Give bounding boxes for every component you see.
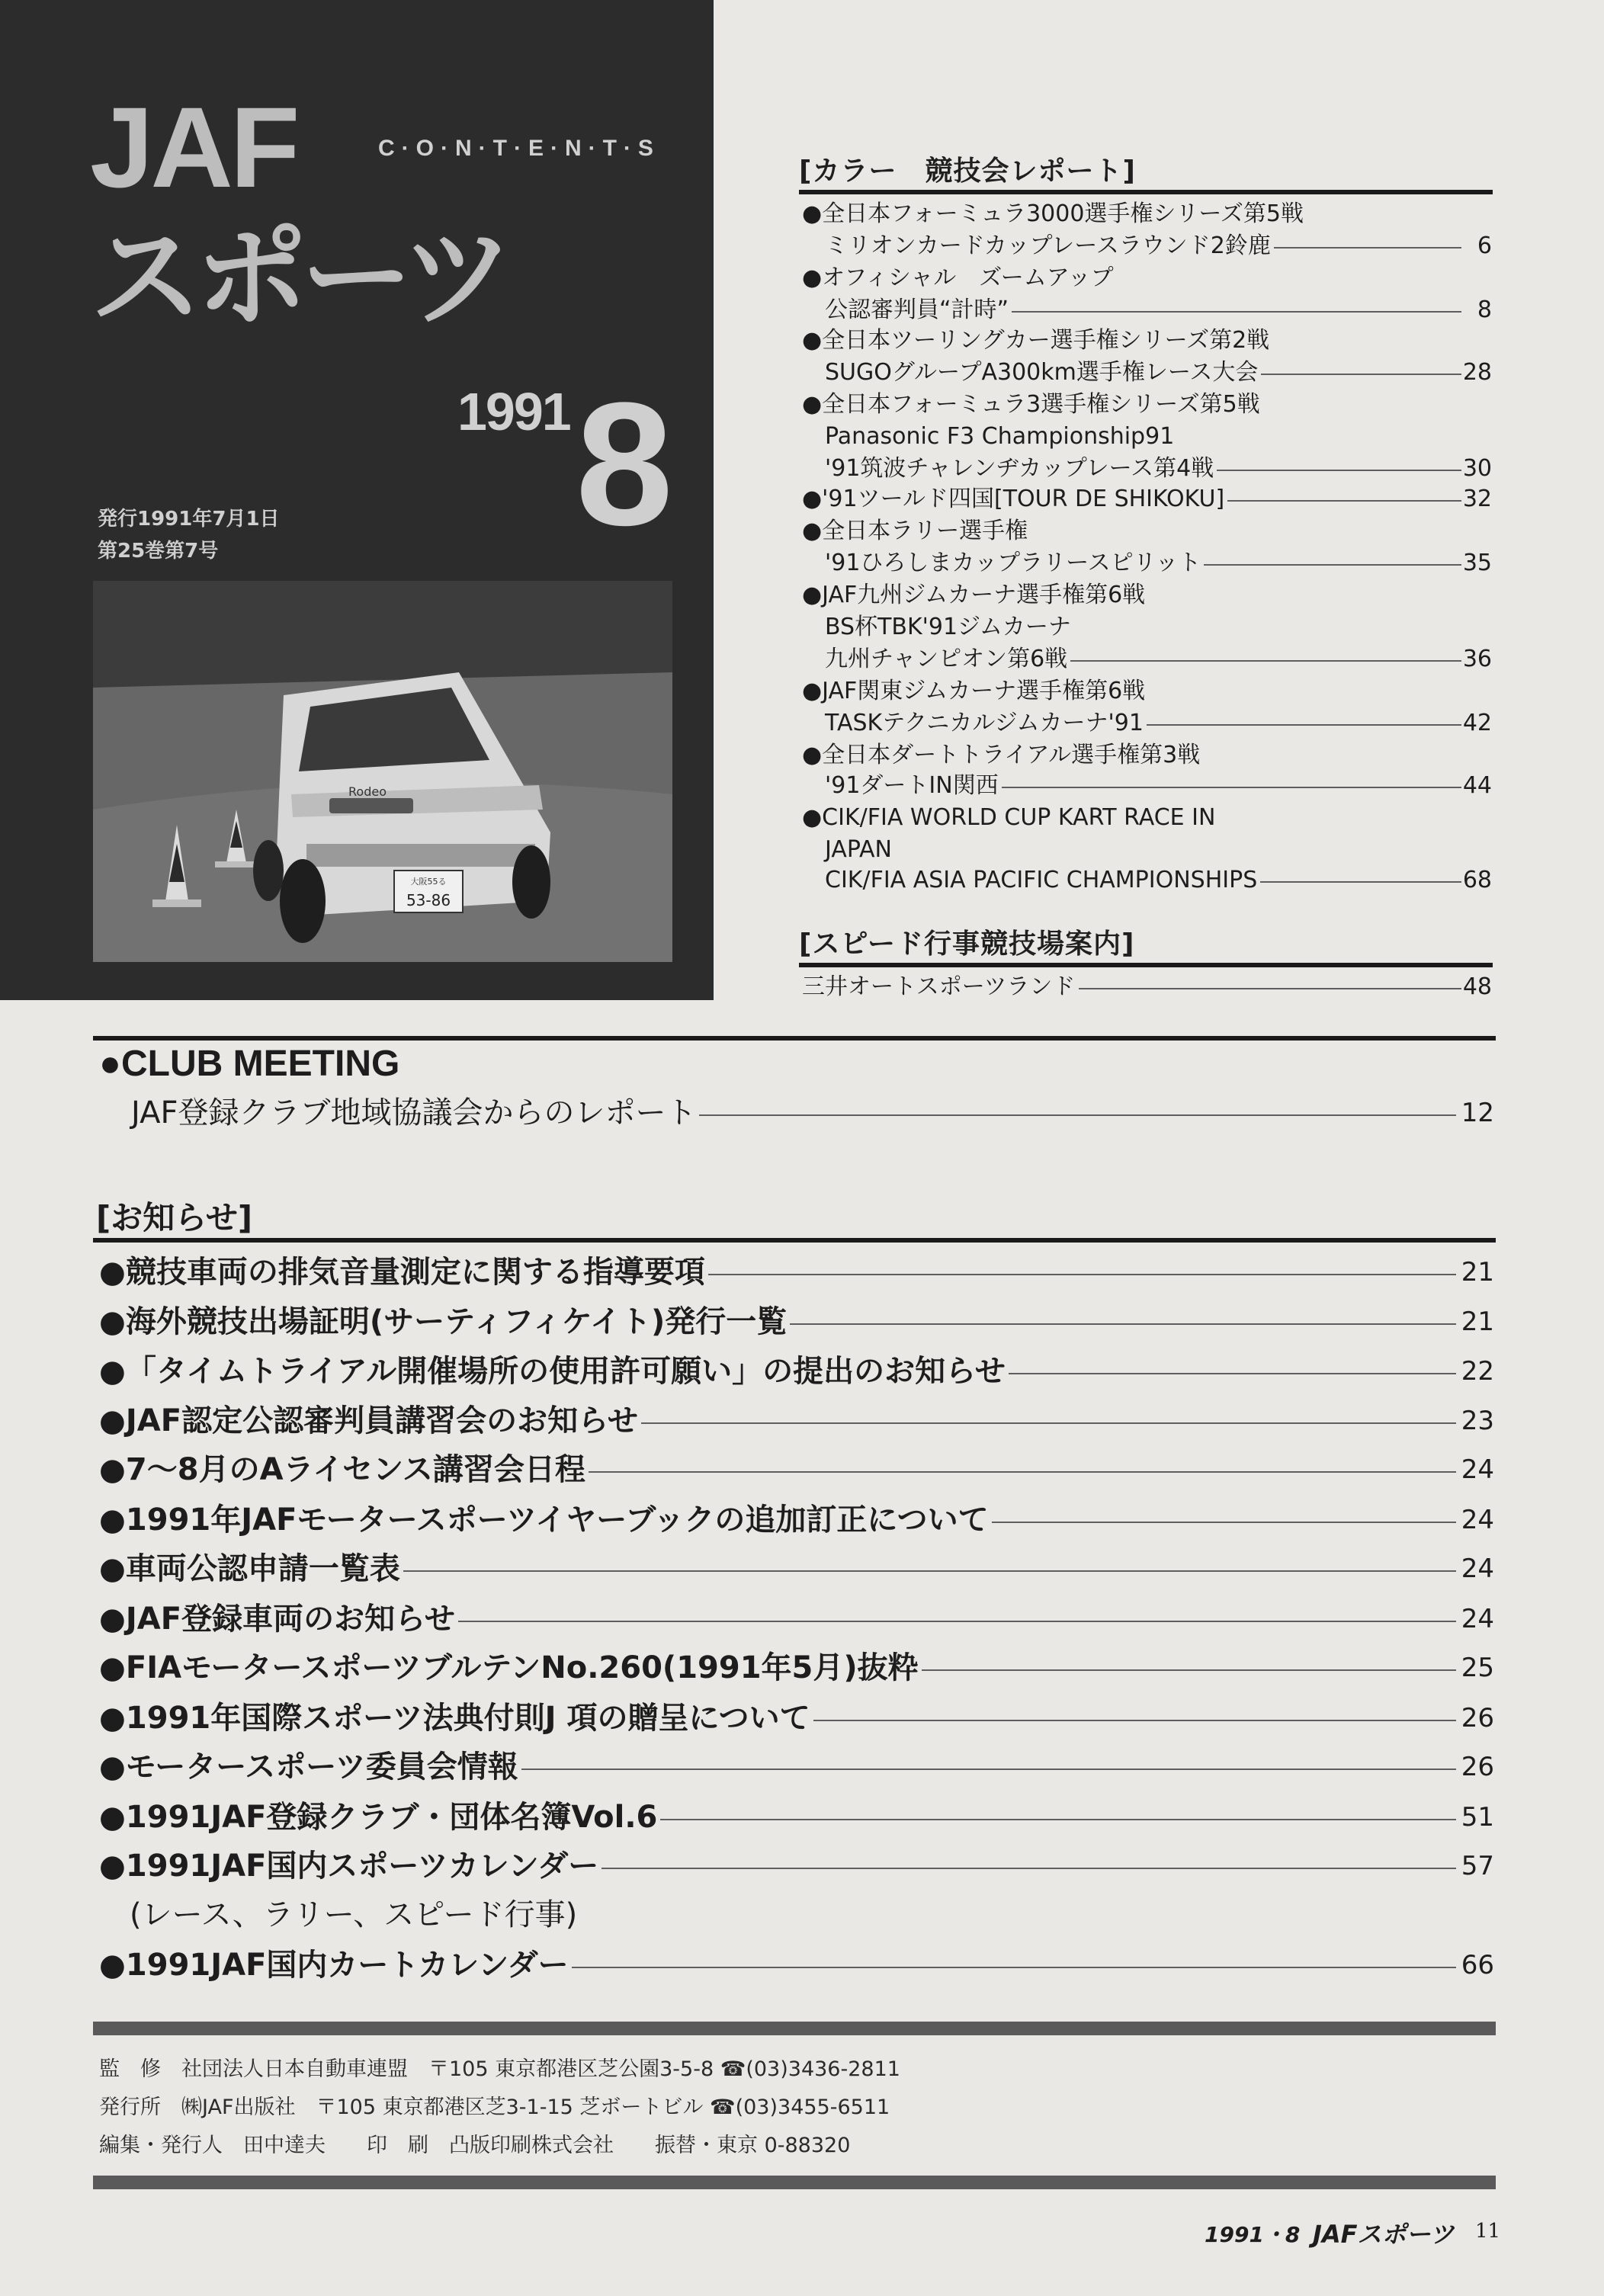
toc-entry-page: 8 bbox=[1477, 297, 1492, 323]
volume-number: 第25巻第7号 bbox=[98, 540, 219, 563]
section-rule bbox=[799, 963, 1493, 967]
toc-entry-title: ●モータースポーツ委員会情報 bbox=[99, 1746, 521, 1788]
footer-publisher: 発行所 ㈱JAF出版社 〒105 東京都港区芝3-1-15 芝ボートビル ☎(03)3455-6511 bbox=[99, 2096, 890, 2119]
toc-entry[interactable] bbox=[802, 517, 1492, 546]
toc-entry-page: 42 bbox=[1462, 710, 1492, 736]
toc-entry-title: 公認審判員“計時” bbox=[825, 296, 1012, 325]
toc-entry[interactable] bbox=[99, 1944, 1494, 1987]
toc-entry[interactable] bbox=[99, 1400, 1494, 1442]
toc-entry-title: ミリオンカードカップレースラウンド2鈴鹿 bbox=[825, 232, 1274, 261]
section-rule bbox=[93, 1238, 1496, 1243]
toc-entry[interactable] bbox=[802, 232, 1492, 261]
toc-entry-page: 23 bbox=[1460, 1400, 1494, 1442]
toc-entry-title: 三井オートスポーツランド bbox=[802, 973, 1079, 1002]
toc-entry[interactable] bbox=[99, 1251, 1494, 1294]
toc-entry-title: (レース、ラリー、スピード行事) bbox=[130, 1894, 580, 1936]
toc-entry[interactable] bbox=[99, 1598, 1494, 1640]
section-title-speed-venues: [スピード行事競技場案内] bbox=[799, 928, 1135, 960]
toc-entry-page: 24 bbox=[1460, 1547, 1494, 1590]
toc-entry-title: ●1991JAF国内カートカレンダー bbox=[99, 1944, 572, 1987]
toc-entry[interactable] bbox=[802, 549, 1492, 578]
toc-entry[interactable] bbox=[131, 1092, 1494, 1134]
folio-magazine: JAFスポーツ bbox=[1313, 2220, 1455, 2249]
toc-entry-title: SUGOグループA300km選手権レース大会 bbox=[825, 358, 1261, 387]
club-meeting-title: ●CLUB MEETING bbox=[99, 1044, 400, 1084]
toc-entry-title: ●車両公認申請一覧表 bbox=[99, 1547, 403, 1590]
toc-entry[interactable] bbox=[802, 613, 1492, 642]
toc-entry[interactable] bbox=[802, 973, 1492, 1002]
toc-entry-title: ●JAF登録車両のお知らせ bbox=[99, 1598, 458, 1640]
logo-jaf: JAF bbox=[90, 83, 297, 211]
footer-bar-bottom bbox=[93, 2176, 1496, 2189]
toc-entry[interactable] bbox=[802, 803, 1492, 832]
toc-entry[interactable] bbox=[802, 358, 1492, 387]
toc-entry-page: 30 bbox=[1462, 455, 1492, 482]
toc-entry-page: 25 bbox=[1460, 1647, 1494, 1689]
toc-entry[interactable] bbox=[802, 866, 1492, 895]
toc-entry-title: '91筑波チャレンヂカップレース第4戦 bbox=[825, 454, 1217, 483]
contents-heading: C·O·N·T·E·N·T·S bbox=[378, 136, 660, 161]
toc-entry[interactable] bbox=[802, 390, 1492, 419]
toc-entry-title: ●全日本フォーミュラ3選手権シリーズ第5戦 bbox=[802, 390, 1263, 419]
toc-entry[interactable] bbox=[802, 422, 1492, 451]
toc-entry-title: ●全日本ダートトライアル選手権第3戦 bbox=[802, 741, 1203, 770]
toc-entry-page: 26 bbox=[1460, 1697, 1494, 1740]
toc-entry[interactable] bbox=[802, 296, 1492, 325]
toc-entry-page: 44 bbox=[1462, 772, 1492, 799]
toc-entry-page: 24 bbox=[1460, 1499, 1494, 1541]
toc-entry-title: ●全日本ツーリングカー選手権シリーズ第2戦 bbox=[802, 326, 1272, 355]
toc-entry-title: JAF登録クラブ地域協議会からのレポート bbox=[131, 1092, 699, 1134]
toc-entry[interactable] bbox=[802, 645, 1492, 674]
toc-entry-title: ●海外競技出場証明(サーティフィケイト)発行一覧 bbox=[99, 1300, 790, 1343]
issue-year: 1991 bbox=[457, 382, 570, 441]
toc-entry-title: CIK/FIA ASIA PACIFIC CHAMPIONSHIPS bbox=[825, 866, 1260, 895]
toc-entry-title: ●1991年JAFモータースポーツイヤーブックの追加訂正について bbox=[99, 1499, 992, 1541]
toc-entry-title: ●「タイムトライアル開催場所の使用許可願い」の提出のお知らせ bbox=[99, 1350, 1009, 1393]
toc-entry-title: Panasonic F3 Championship91 bbox=[825, 422, 1177, 451]
section-title-color-reports: [カラー 競技会レポート] bbox=[799, 156, 1136, 187]
toc-entry[interactable] bbox=[802, 677, 1492, 706]
toc-entry-page: 24 bbox=[1460, 1598, 1494, 1640]
toc-entry-title: ●JAF認定公認審判員講習会のお知らせ bbox=[99, 1400, 641, 1442]
toc-entry[interactable] bbox=[99, 1845, 1494, 1887]
logo-sports: スポーツ bbox=[90, 212, 507, 343]
folio-date: 1991・8 bbox=[1205, 2222, 1301, 2247]
toc-entry[interactable] bbox=[99, 1796, 1494, 1839]
plate-number: 53-86 bbox=[406, 891, 451, 909]
toc-entry[interactable] bbox=[802, 709, 1492, 738]
toc-entry[interactable] bbox=[802, 581, 1492, 610]
toc-entry-page: 57 bbox=[1460, 1845, 1494, 1887]
toc-entry[interactable] bbox=[802, 326, 1492, 355]
toc-entry-title: JAPAN bbox=[825, 835, 895, 864]
toc-entry-page: 66 bbox=[1460, 1944, 1494, 1987]
toc-entry[interactable] bbox=[802, 485, 1492, 514]
toc-entry-page: 68 bbox=[1462, 867, 1492, 893]
toc-entry-title: ●全日本ラリー選手権 bbox=[802, 517, 1031, 546]
toc-entry-title: ●オフィシャル ズームアップ bbox=[802, 264, 1117, 293]
section-rule bbox=[799, 190, 1493, 194]
toc-entry-title: ●1991JAF登録クラブ・団体名簿Vol.6 bbox=[99, 1796, 660, 1839]
issue-month: 8 bbox=[576, 366, 673, 562]
footer-supervisor: 監 修 社団法人日本自動車連盟 〒105 東京都港区芝公園3-5-8 ☎(03)3436-2811 bbox=[99, 2057, 900, 2081]
toc-entry[interactable] bbox=[802, 771, 1492, 800]
toc-entry-page: 22 bbox=[1460, 1350, 1494, 1393]
footer-editor: 編集・発行人 田中達夫 印 刷 凸版印刷株式会社 振替・東京 0-88320 bbox=[99, 2134, 851, 2157]
toc-entry[interactable] bbox=[802, 835, 1492, 864]
toc-entry-page: 36 bbox=[1462, 646, 1492, 672]
toc-entry[interactable] bbox=[99, 1746, 1494, 1788]
toc-entry[interactable] bbox=[99, 1647, 1494, 1689]
toc-entry-page: 32 bbox=[1462, 486, 1492, 512]
toc-entry[interactable] bbox=[99, 1547, 1494, 1590]
toc-entry[interactable] bbox=[802, 264, 1492, 293]
toc-entry-page: 24 bbox=[1460, 1448, 1494, 1491]
toc-entry-page: 21 bbox=[1460, 1300, 1494, 1343]
toc-entry-title: ●1991年国際スポーツ法典付則J 項の贈呈について bbox=[99, 1697, 813, 1740]
toc-entry[interactable] bbox=[99, 1448, 1494, 1491]
toc-entry-title: '91ダートIN関西 bbox=[825, 771, 1002, 800]
toc-entry-title: ●全日本フォーミュラ3000選手権シリーズ第5戦 bbox=[802, 200, 1307, 229]
plate-region: 大阪55る bbox=[410, 877, 447, 887]
toc-entry-page: 28 bbox=[1462, 359, 1492, 386]
toc-entry-page: 6 bbox=[1477, 232, 1492, 259]
toc-entry-title: ●7〜8月のAライセンス講習会日程 bbox=[99, 1448, 589, 1491]
divider bbox=[93, 1036, 1496, 1041]
footer-bar-top bbox=[93, 2022, 1496, 2035]
toc-entry[interactable] bbox=[802, 741, 1492, 770]
toc-entry-title: TASKテクニカルジムカーナ'91 bbox=[825, 709, 1147, 738]
toc-entry-title: BS杯TBK'91ジムカーナ bbox=[825, 613, 1074, 642]
toc-entry-page: 48 bbox=[1462, 973, 1492, 1000]
toc-entry[interactable] bbox=[99, 1499, 1494, 1541]
section-title-notices: [お知らせ] bbox=[96, 1199, 253, 1236]
toc-entry-page: 26 bbox=[1460, 1746, 1494, 1788]
toc-entry-title: ●1991JAF国内スポーツカレンダー bbox=[99, 1845, 602, 1887]
toc-entry[interactable] bbox=[802, 200, 1492, 229]
toc-entry-page: 21 bbox=[1460, 1251, 1494, 1294]
car-photo-illustration bbox=[93, 581, 672, 962]
toc-entry-page: 51 bbox=[1460, 1796, 1494, 1839]
toc-entry-title: ●FIAモータースポーツブルテンNo.260(1991年5月)抜粋 bbox=[99, 1647, 922, 1689]
toc-entry[interactable] bbox=[802, 454, 1492, 483]
toc-entry[interactable] bbox=[99, 1697, 1494, 1740]
toc-entry-title: ●JAF関東ジムカーナ選手権第6戦 bbox=[802, 677, 1148, 706]
cover-photo bbox=[93, 581, 672, 962]
toc-entry-title: '91ひろしまカップラリースピリット bbox=[825, 549, 1204, 578]
toc-entry-page: 35 bbox=[1462, 550, 1492, 576]
publish-date: 発行1991年7月1日 bbox=[98, 508, 280, 531]
toc-entry-title: ●CIK/FIA WORLD CUP KART RACE IN bbox=[802, 803, 1218, 832]
toc-entry[interactable] bbox=[99, 1350, 1494, 1393]
toc-entry-title: 九州チャンピオン第6戦 bbox=[825, 645, 1070, 674]
toc-entry-page: 12 bbox=[1460, 1092, 1494, 1134]
folio-page-number: 11 bbox=[1475, 2220, 1501, 2243]
toc-entry-title: ●'91ツールド四国[TOUR DE SHIKOKU] bbox=[802, 485, 1227, 514]
toc-entry[interactable] bbox=[99, 1300, 1494, 1343]
car-badge: Rodeo bbox=[348, 784, 387, 799]
toc-entry-title: ●JAF九州ジムカーナ選手権第6戦 bbox=[802, 581, 1148, 610]
toc-entry-title: ●競技車両の排気音量測定に関する指導要項 bbox=[99, 1251, 708, 1294]
toc-entry[interactable] bbox=[99, 1894, 1494, 1936]
